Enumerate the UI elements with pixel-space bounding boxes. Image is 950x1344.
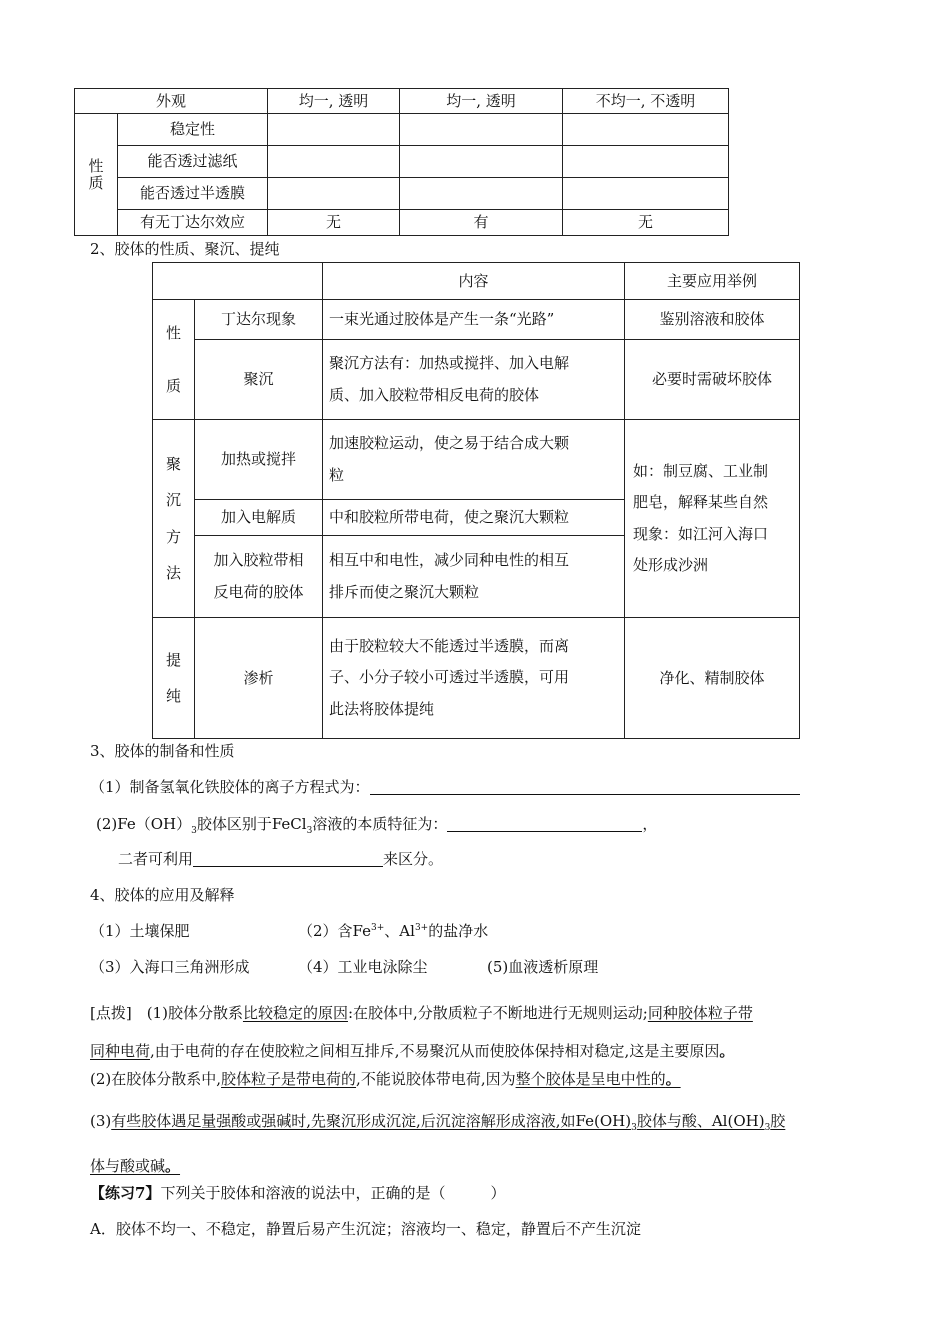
cell-colloid-appearance: 均一, 透明 [400,89,563,114]
question-3: 二者可利用 来区分。 [118,850,444,868]
row-label: 能否透过滤纸 [118,146,268,178]
group-label-purification: 提 纯 [153,618,195,739]
list-item: （3）入海口三角洲形成 [90,958,250,976]
colloid-properties-table [152,262,800,739]
row-content: 中和胶粒所带电荷，使之聚沉大颗粒 [323,500,625,536]
table-cell [400,146,563,178]
tip-paragraph-3: (3)有些胶体遇足量强酸或强碱时,先聚沉形成沉淀,后沉淀溶解形成溶液,如$Fe(OH)_3$胶体与酸、$Al(OH)_3$胶 体与酸或碱。 [90,1112,786,1175]
answer-blank-1[interactable] [370,779,800,795]
row-content: 聚沉方法有：加热或搅拌、加入电解 质、加入胶粒带相反电荷的胶体 [323,340,625,420]
row-label: 丁达尔现象 [195,300,323,340]
row-label: 加入电解质 [195,500,323,536]
tip-paragraph-2: (2)在胶体分散系中,胶体粒子是带电荷的,不能说胶体带电荷,因为整个胶体是呈电中性的。 [90,1070,681,1088]
row-label: 聚沉 [195,340,323,420]
table-cell [400,178,563,210]
table-cell: 有 [400,210,563,236]
table-cell [563,114,729,146]
group-label-properties: 性 质 [153,300,195,420]
list-item: （2）含$Fe^{3+}$、$Al^{3+}$的盐净水 [298,922,489,940]
row-label: 有无丁达尔效应 [118,210,268,236]
row-content: 由于胶粒较大不能透过半透膜，而离 子、小分子较小可透过半透膜，可用 此法将胶体提纯 [323,618,625,739]
row-label: 加热或搅拌 [195,420,323,500]
question-1: （1）制备氢氧化铁胶体的离子方程式为： [90,778,800,796]
header-content: 内容 [323,263,625,300]
answer-blank-2[interactable] [447,816,642,832]
row-example: 净化、精制胶体 [625,618,800,739]
answer-blank-3[interactable] [193,851,383,867]
row-content: 加速胶粒运动，使之易于结合成大颗 粒 [323,420,625,500]
list-item: (5)血液透析原理 [487,958,599,976]
appearance-label: 外观 [75,89,268,114]
row-example: 鉴别溶液和胶体 [625,300,800,340]
comparison-table [74,88,729,236]
section-2-heading: 2、胶体的性质、聚沉、提纯 [90,240,280,258]
table-cell [268,178,400,210]
row-label: 能否透过半透膜 [118,178,268,210]
row-label: 渗析 [195,618,323,739]
group-label-coagulation-methods: 聚 沉 方 法 [153,420,195,618]
cell-suspension-appearance: 不均一, 不透明 [563,89,729,114]
empty-header-cell [153,263,323,300]
row-example: 必要时需破坏胶体 [625,340,800,420]
tip-paragraph-1: [点拨] (1)胶体分散系比较稳定的原因:在胶体中,分散质粒子不断地进行无规则运动;同种胶体粒子带 同种电荷,由于电荷的存在使胶粒之间相互排斥,不易聚沉从而使胶体保持相对稳定,这是主要原因。 [90,1004,753,1060]
option-a[interactable]: A．胶体不均一、不稳定，静置后易产生沉淀；溶液均一、稳定，静置后不产生沉淀 [90,1220,641,1238]
row-example: 如：制豆腐、工业制 肥皂，解释某些自然 现象：如江河入海口 处形成沙洲 [625,420,800,618]
table-cell: 无 [563,210,729,236]
table-cell [400,114,563,146]
header-example: 主要应用举例 [625,263,800,300]
row-label: 加入胶粒带相 反电荷的胶体 [195,536,323,618]
table-cell [563,178,729,210]
property-group-label: 性 质 [75,114,118,236]
list-item: （1）土壤保肥 [90,922,190,940]
table-cell [268,146,400,178]
row-content: 一束光通过胶体是产生一条“光路” [323,300,625,340]
table-cell: 无 [268,210,400,236]
table-cell [563,146,729,178]
list-item: （4）工业电泳除尘 [298,958,428,976]
cell-solution-appearance: 均一, 透明 [268,89,400,114]
row-content: 相互中和电性，减少同种电性的相互 排斥而使之聚沉大颗粒 [323,536,625,618]
section-4-heading: 4、胶体的应用及解释 [90,886,235,904]
table-cell [268,114,400,146]
question-2: $(2)Fe(OH)_3$胶体区别于FeCl$_3$溶液的本质特征为： ， [96,815,658,836]
section-3-heading: 3、胶体的制备和性质 [90,742,235,760]
exercise-question: 【练习7】下列关于胶体和溶液的说法中，正确的是（ ） [90,1184,506,1202]
row-label: 稳定性 [118,114,268,146]
